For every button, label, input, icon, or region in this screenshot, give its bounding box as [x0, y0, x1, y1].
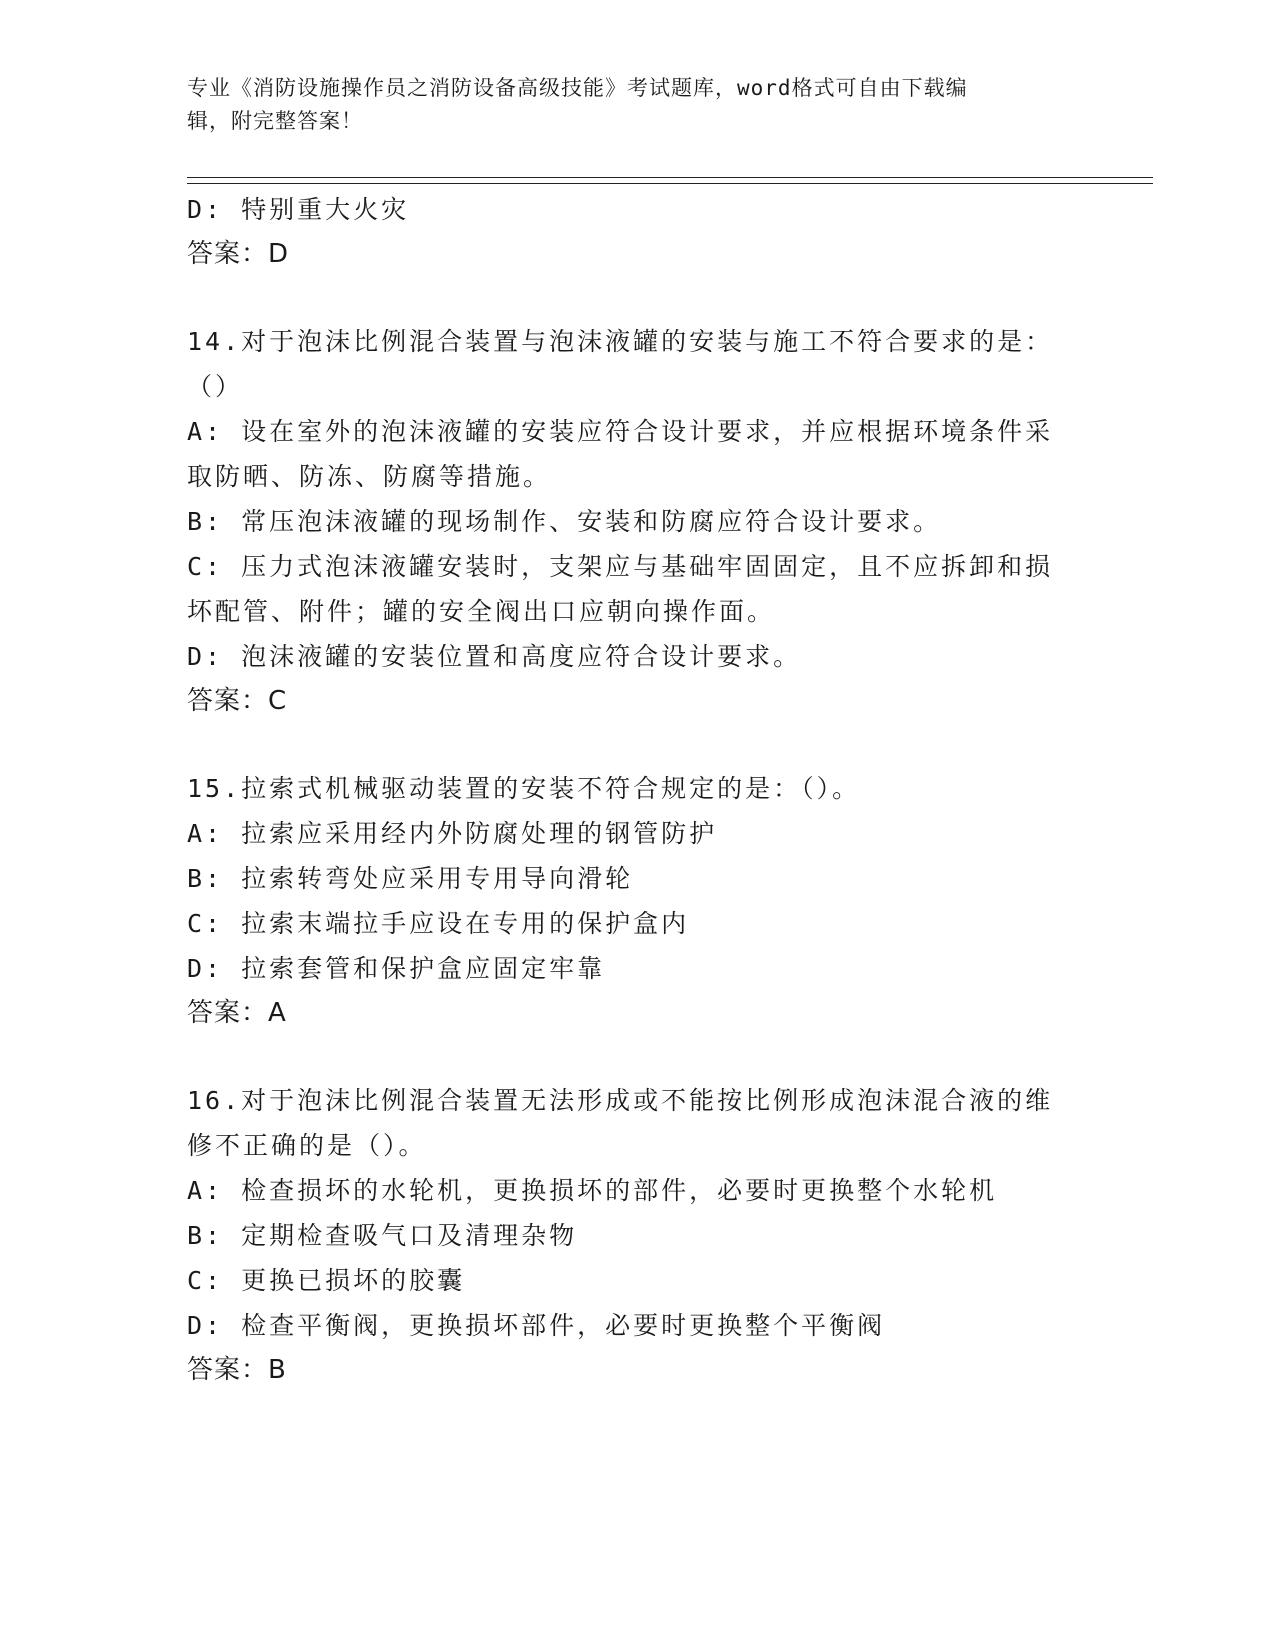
option-d: D: 拉索套管和保护盒应固定牢靠 — [187, 954, 606, 983]
header-line-2: 辑，附完整答案！ — [187, 109, 363, 133]
header-line-1: 专业《消防设施操作员之消防设备高级技能》考试题库，word格式可自由下载编 — [187, 76, 968, 100]
page-header — [187, 72, 1067, 138]
question-stem: 16.对于泡沫比例混合装置无法形成或不能按比例形成泡沫混合液的维 — [187, 1086, 1054, 1115]
option-c: C: 更换已损坏的胶囊 — [187, 1266, 466, 1295]
option-b: B: 拉索转弯处应采用专用导向滑轮 — [187, 864, 634, 893]
option-c: C: 拉索末端拉手应设在专用的保护盒内 — [187, 909, 690, 938]
answer: 答案：B — [187, 1355, 287, 1385]
spacer — [187, 724, 1077, 766]
option-a: A: 拉索应采用经内外防腐处理的钢管防护 — [187, 819, 718, 848]
option-c-cont: 坏配管、附件；罐的安全阀出口应朝向操作面。 — [187, 597, 776, 626]
option-d: D: 特别重大火灾 — [187, 195, 410, 224]
option-c: C: 压力式泡沫液罐安装时，支架应与基础牢固固定，且不应拆卸和损 — [187, 552, 1054, 581]
option-b: B: 常压泡沫液罐的现场制作、安装和防腐应符合设计要求。 — [187, 507, 942, 536]
answer: 答案：A — [187, 998, 287, 1028]
question-15 — [187, 766, 1077, 1036]
question-14 — [187, 319, 1077, 724]
header-rule-top — [187, 177, 1153, 178]
question-16 — [187, 1078, 1077, 1393]
answer: 答案：D — [187, 239, 290, 269]
spacer — [187, 277, 1077, 319]
header-rule-bottom — [187, 183, 1153, 184]
question-stem: 14.对于泡沫比例混合装置与泡沫液罐的安装与施工不符合要求的是： — [187, 327, 1054, 356]
option-a: A: 设在室外的泡沫液罐的安装应符合设计要求，并应根据环境条件采 — [187, 417, 1054, 446]
previous-question-tail — [187, 187, 1077, 277]
option-b: B: 定期检查吸气口及清理杂物 — [187, 1221, 578, 1250]
answer: 答案：C — [187, 686, 288, 716]
option-d: D: 泡沫液罐的安装位置和高度应符合设计要求。 — [187, 642, 802, 671]
question-stem-cont: 修不正确的是（）。 — [187, 1131, 427, 1160]
question-stem: 15.拉索式机械驱动装置的安装不符合规定的是：（）。 — [187, 774, 861, 803]
option-a: A: 检查损坏的水轮机，更换损坏的部件，必要时更换整个水轮机 — [187, 1176, 998, 1205]
option-d: D: 检查平衡阀，更换损坏部件，必要时更换整个平衡阀 — [187, 1311, 886, 1340]
spacer — [187, 1036, 1077, 1078]
question-stem-cont: （） — [187, 372, 244, 401]
option-a-cont: 取防晒、防冻、防腐等措施。 — [187, 462, 552, 491]
question-content — [187, 187, 1077, 1393]
